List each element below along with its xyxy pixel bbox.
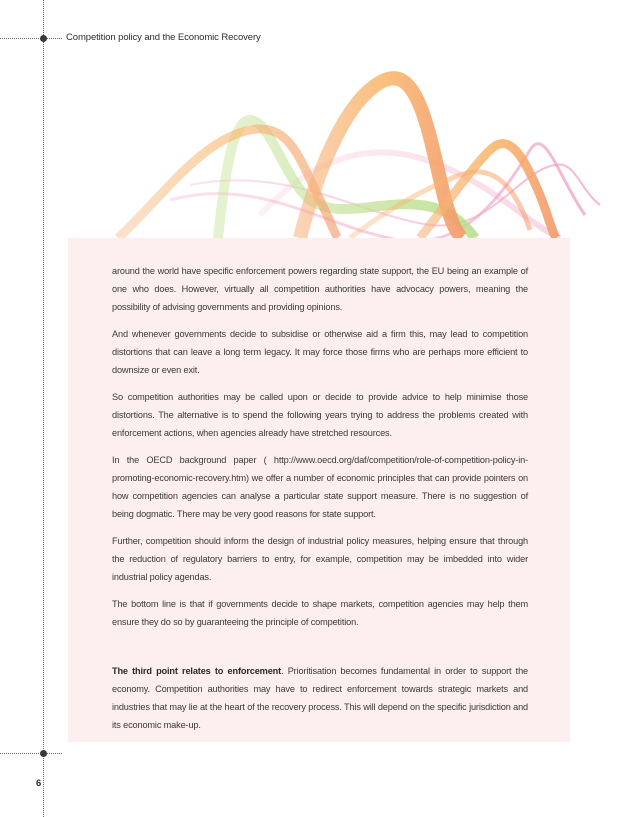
page-number: 6	[36, 778, 42, 789]
paragraph: In the OECD background paper ( http://www.oecd.org/daf/competition/role-of-competition-policy-in-promoting-economic-recovery.htm) we offer a number of economic principles that can provide pointers on how competition agencies can analyse a particular state support measure. There is no suggestion of being dogmatic. There may be very good reasons for state support.	[112, 455, 528, 519]
paragraph: So competition authorities may be called upon or decide to provide advice to help minimise those distortions. The alternative is to spend the following years trying to address the problems created with enforcement actions, when agencies already have stretched resources.	[112, 392, 528, 438]
paragraph: The bottom line is that if governments decide to shape markets, competition agencies may help them ensure they do so by guaranteeing the principle of competition.	[112, 599, 528, 627]
paragraph: Further, competition should inform the design of industrial policy measures, helping ensure that through the reduction of regulatory barriers to entry, for example, competition may be imbedded into wider industrial policy agendas.	[112, 536, 528, 582]
third-point-paragraph	[112, 662, 528, 734]
running-header-title: Competition policy and the Economic Recovery	[66, 32, 261, 43]
paragraph: around the world have specific enforcement powers regarding state support, the EU being an example of one who does. However, virtually all competition authorities have advocacy powers, meaning the possibility of advising governments and providing opinions.	[112, 266, 528, 312]
third-point-lead: The third point relates to enforcement	[112, 666, 282, 676]
paragraph: And whenever governments decide to subsidise or otherwise aid a firm this, may lead to competition distortions that can leave a long term legacy. It may force those firms who are perhaps more efficient to downsize or even exit.	[112, 329, 528, 375]
body-text	[112, 262, 528, 743]
third-point-text: . Prioritisation becomes fundamental in order to support the economy. Competition authorities may have to redirect enforcement towards strategic markets and industries that may lie at the heart of the recovery process. This will depend on the specific jurisdiction and its economic make-up.	[112, 666, 529, 730]
